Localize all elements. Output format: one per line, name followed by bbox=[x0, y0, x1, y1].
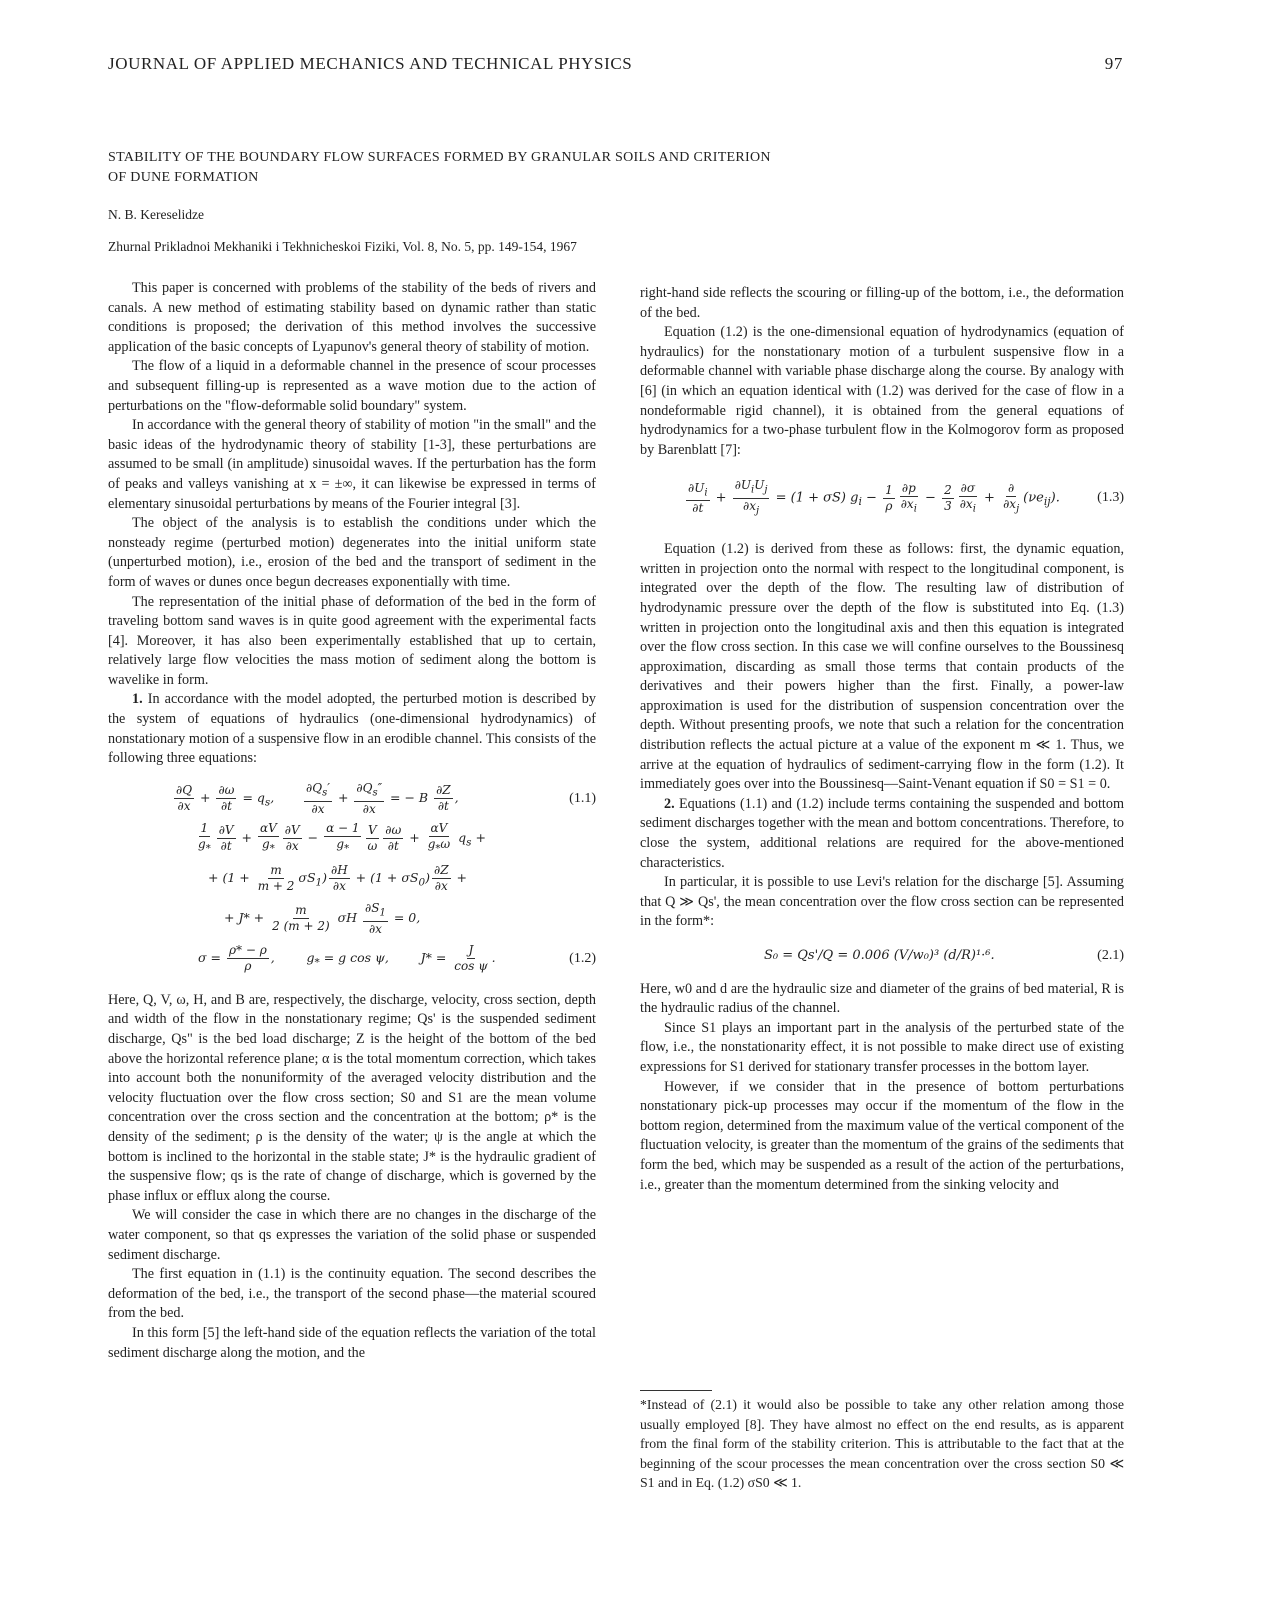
equation-number: (2.1) bbox=[1097, 948, 1124, 963]
title-line-1: STABILITY OF THE BOUNDARY FLOW SURFACES FORMED BY GRANULAR SOILS AND CRITERION bbox=[108, 150, 771, 165]
equation-1-2-line-2: + (1 + $\frac{m}{m + 2}$ $\sigma S_1$) $\frac{\partial H}{\partial x}$ + $(1 + \sigma S_0)$ $\frac{\partial Z}{\partial x}$ + bbox=[208, 863, 467, 894]
equation-1-2-line-1: $\frac{1}{g_*}$ $\frac{\partial V}{\partial t}$ + $\frac{\alpha V}{g_*}$ $\frac{\partial V}{\partial x}$ − $\frac{\alpha - 1}{g_*}$ $\frac{V}{\omega}$ $\frac{\partial\omega}{\partial t}$ + $\frac{\alpha V}{g_*\omega}$ $q_s$ + bbox=[198, 821, 486, 855]
section-number: 1. bbox=[132, 691, 143, 708]
section-number: 2. bbox=[664, 795, 675, 812]
left-column bbox=[108, 279, 596, 1363]
paragraph: We will consider the case in which there are no changes in the discharge of the water component, so that qs expresses the variation of the solid phase or suspended sediment discharge. bbox=[108, 1207, 596, 1263]
paragraph: right-hand side reflects the scouring or filling-up of the bottom, i.e., the deformation of the bed. bbox=[640, 285, 1124, 321]
equation-2-1: S₀ = Qs'/Q = 0.006 (V/w₀)³ (d/R)¹·⁶. (2.1) bbox=[640, 946, 1124, 966]
paragraph: The flow of a liquid in a deformable channel in the presence of scour processes and subsequent filling-up is represented as a wave motion due to the action of perturbations on the "flow-deformable solid boundary" system. bbox=[108, 358, 596, 414]
equation-number: (1.1) bbox=[569, 791, 596, 807]
paragraph: Equation (1.2) is the one-dimensional equation of hydrodynamics (equation of hydraulics) for the nonstationary motion of a turbulent suspensive flow in a deformable channel with variable phase discharge along the course. By analogy with [6] (in which an equation identical with (1.2) was derived for the case of flow in a nondeformable rigid channel), it is obtained from the general equations of hydrodynamics for a two-phase turbulent flow in the Kolmogorov form as proposed by Barenblatt [7]: bbox=[640, 324, 1124, 458]
author: N. B. Kereselidze bbox=[108, 207, 204, 222]
journal-name: JOURNAL OF APPLIED MECHANICS AND TECHNICAL PHYSICS bbox=[108, 54, 633, 73]
paragraph: Equation (1.2) is derived from these as follows: first, the dynamic equation, written in projection onto the normal with respect to the longitudinal component, is integrated over the depth of the flow. The resulting law of distribution of hydrodynamic pressure over the depth of the flow is substituted into Eq. (1.3) written in projection onto the longitudinal axis and then this equation is integrated over the flow cross section. In this case we will confine ourselves to the Boussinesq approximation, discarding as small those terms that contain products of the derivatives and their powers higher than the first. Finally, a power-law approximation is used for the distribution of suspension concentration over the depth. Without presenting proofs, we note that such a relation for the concentration distribution reflects the actual picture at a value of the exponent m ≪ 1. Thus, we arrive at the equation of hydraulics of sediment-carrying flow in the form (1.2). It immediately goes over into the Boussinesq—Saint-Venant equation if S0 = S1 = 0. bbox=[640, 541, 1124, 793]
paragraph: In this form [5] the left-hand side of the equation reflects the variation of the total sediment discharge along the motion, and the bbox=[108, 1324, 596, 1361]
running-header bbox=[108, 54, 1123, 78]
equation-1-1: $\frac{\partial Q}{\partial x}$ + $\frac{\partial\omega}{\partial t}$ = $q_s$, $\frac{\partial Q_s'}{\partial x}$ + $\frac{\partial Q_s''}{\partial x}$ = − B $\frac{\partial Z}{\partial t}$ , (1.1) bbox=[176, 781, 596, 816]
paragraph: Here, Q, V, ω, H, and B are, respectively, the discharge, velocity, cross section, depth and width of the flow in the nonstationary regime; Qs' is the suspended sediment discharge, Qs" is the bed load discharge; Z is the height of the bottom of the bed above the horizontal reference plane; α is the total momentum correction, which takes into account both the nonuniformity of the averaged velocity distribution and the velocity fluctuation over the flow cross section; S0 and S1 are the mean volume concentration over the cross section and the concentration at the bottom; ρ* is the density of the sediment; ρ is the density of the water; ψ is the angle at which the bottom is inclined to the horizontal in the stable state; J* is the hydraulic gradient of the suspensive flow; qs is the rate of change of discharge, which is governed by the phase influx or efflux along the course. bbox=[108, 991, 596, 1204]
equation-1-3: $\frac{\partial U_i}{\partial t}$ + $\frac{\partial U_iU_j}{\partial x_j}$ = (1 + σS) $g_i$ − $\frac{1}{\rho}$ $\frac{\partial p}{\partial x_i}$ − $\frac{2}{3}$ $\frac{\partial\sigma}{\partial x_i}$ + $\frac{\partial}{\partial x_j}$ $(\nu e_{ij})$. (1.3) bbox=[688, 478, 1124, 517]
source-citation: Zhurnal Prikladnoi Mekhaniki i Tekhnicheskoi Fiziki, Vol. 8, No. 5, pp. 149-154, 1967 bbox=[108, 239, 577, 254]
right-column bbox=[640, 284, 1124, 1195]
paragraph: The representation of the initial phase of deformation of the bed in the form of traveling bottom sand waves is in quite good agreement with the experimental facts [4]. Moreover, it has also been experimentally established that up to certain, relatively large flow velocities the mass motion of sediment along the bottom is wavelike in form. bbox=[108, 593, 596, 688]
paragraph: The first equation in (1.1) is the continuity equation. The second describes the deformation of the bed, i.e., the transport of the second phase—the material scoured from the bed. bbox=[108, 1266, 596, 1322]
paragraph: In accordance with the general theory of stability of motion "in the small" and the basic ideas of the hydrodynamic theory of stability [1-3], these perturbations are assumed to be small (in amplitude) sinusoidal waves. If the perturbation has the form of peaks and valleys vanishing at x = ±∞, it can likewise be expressed in terms of elementary sinusoidal perturbations by means of the Fourier integral [3]. bbox=[108, 417, 596, 512]
paragraph: This paper is concerned with problems of the stability of the beds of rivers and canals. A new method of estimating stability based on dynamic rather than static conditions is proposed; the derivation of this method involves the successive application of the basic concepts of Lyapunov's general theory of stability of motion. bbox=[108, 280, 596, 355]
paragraph: The object of the analysis is to establish the conditions under which the nonsteady regime (perturbed motion) degenerates into the initial uniform state (unperturbed motion), i.e., erosion of the bed and the transport of sediment in the form of waves or dunes once begun decreases exponentially with time. bbox=[108, 515, 596, 590]
equation-1-2-line-4: σ = $\frac{\rho* - \rho}{\rho}$ , $g_* = g$ cos ψ, J* = $\frac{J}{\text{cos ψ}}$ . (1.2) bbox=[198, 943, 596, 974]
footnote bbox=[640, 1390, 1124, 1493]
page-number: 97 bbox=[1104, 54, 1123, 73]
paragraph-section-1: 1. In accordance with the model adopted, the perturbed motion is described by the system of equations of hydraulics (one-dimensional hydrodynamics) of nonstationary motion of a suspensive flow in an erodible channel. This consists of the following three equations: bbox=[108, 691, 596, 767]
title-line-2: OF DUNE FORMATION bbox=[108, 170, 259, 185]
equation-number: (1.2) bbox=[569, 951, 596, 967]
paragraph: However, if we consider that in the presence of bottom perturbations nonstationary pick-up processes may occur if the momentum of the flow in the bottom region, determined from the maximum value of the vertical component of the fluctuation velocity, is greater than the momentum of the grains of the sediments that form the bed, which may be suspended as a result of the action of the perturbations, i.e., greater than the momentum determined from the sinking velocity and bbox=[640, 1078, 1124, 1193]
article-title bbox=[108, 148, 828, 188]
equation-system-1-1-1-2 bbox=[108, 779, 596, 979]
equation-number: (1.3) bbox=[1097, 490, 1124, 506]
paragraph-section-2: 2. Equations (1.1) and (1.2) include terms containing the suspended and bottom sediment discharges together with the mean and bottom concentrations. Therefore, to close the system, additional relations are required for the above-mentioned characteristics. bbox=[640, 795, 1124, 871]
equation-1-2-line-3: + J* + $\frac{m}{2 (m + 2)}$ σH $\frac{\partial S_1}{\partial x}$ = 0, bbox=[224, 901, 421, 936]
paragraph: Since S1 plays an important part in the analysis of the perturbed state of the flow, i.e., the nonstationarity effect, it is not possible to make direct use of existing expressions for S1 derived for stationary transfer processes in the bottom layer. bbox=[640, 1019, 1124, 1075]
footnote-text: *Instead of (2.1) it would also be possible to take any other relation among those usually employed [8]. They have almost no effect on the end results, as is apparent from the final form of the stability criterion. This is attributable to the fact that at the beginning of the scour processes the mean concentration over the cross section S0 ≪ S1 and in Eq. (1.2) σS0 ≪ 1. bbox=[640, 1397, 1124, 1490]
paragraph: Here, w0 and d are the hydraulic size and diameter of the grains of bed material, R is the hydraulic radius of the channel. bbox=[640, 980, 1124, 1017]
paragraph: In particular, it is possible to use Levi's relation for the discharge [5]. Assuming that Q ≫ Qs', the mean concentration over the flow cross section can be represented in the form*: bbox=[640, 874, 1124, 930]
footnote-rule bbox=[640, 1390, 712, 1391]
